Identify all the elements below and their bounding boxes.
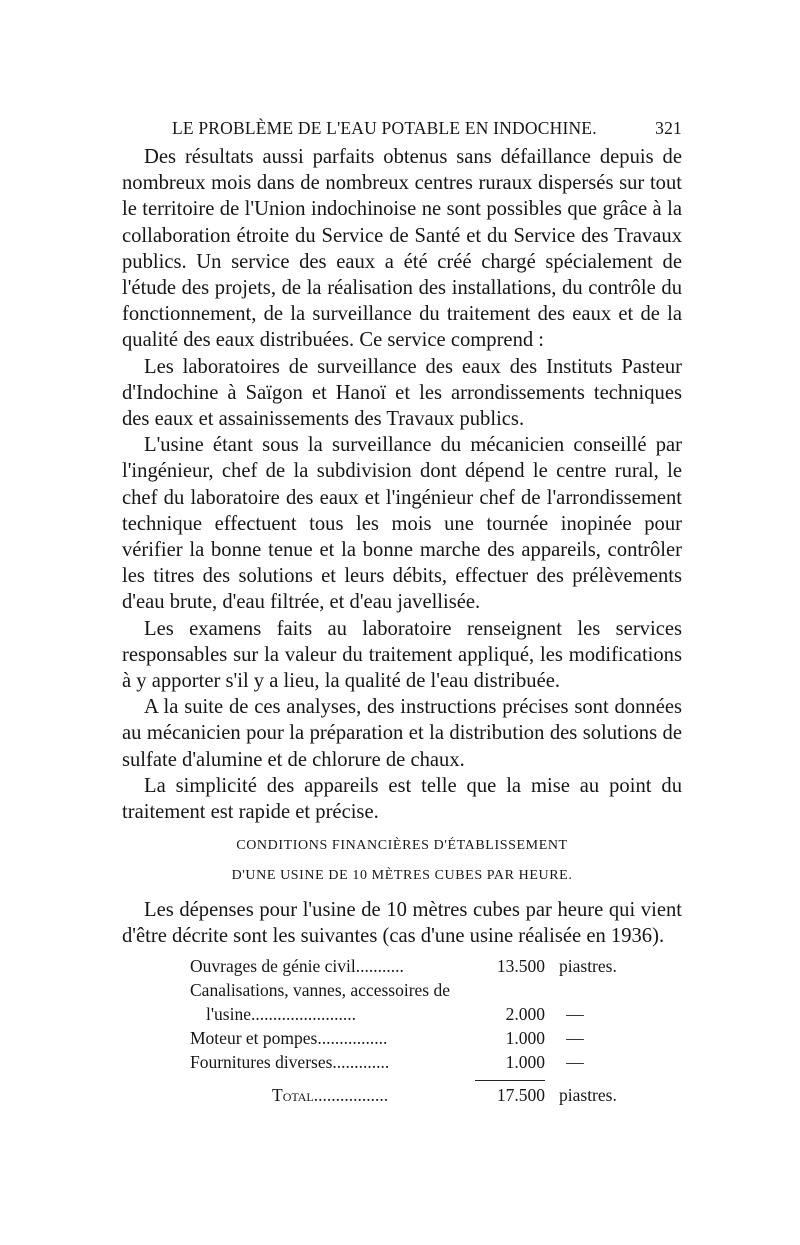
body-paragraph: La simplicité des appareils est telle que la mise au point du traitement est rapide et précise. <box>122 774 682 824</box>
running-title: LE PROBLÈME DE L'EAU POTABLE EN INDOCHINE. <box>172 118 597 138</box>
cost-label: Fournitures diverses............. <box>190 1051 390 1072</box>
body-paragraph: A la suite de ces analyses, des instructions précises sont données au mécanicien pour la préparation et la distribution des solutions de sulfate d'alumine et de chlorure de chaux. <box>122 696 682 771</box>
cost-row <box>190 954 682 978</box>
body-paragraph: Les laboratoires de surveillance des eaux des Instituts Pasteur d'Indochine à Saïgon et Hanoï et les arrondissements techniques des eaux et assainissements des Travaux publics. <box>122 355 682 431</box>
section-heading-line: D'UNE USINE DE 10 MÈTRES CUBES PAR HEURE. <box>231 868 573 884</box>
body-paragraph: Les examens faits au laboratoire renseignent les services responsables sur la valeur du traitement appliqué, les modifications à y apporter s'il y a lieu, la qualité de l'eau distribuée. <box>122 617 682 693</box>
body-paragraph: L'usine étant sous la surveillance du mécanicien conseillé par l'ingénieur, chef de la subdivision dont dépend le centre rural, le chef du laboratoire des eaux et l'ingénieur chef de l'arrondissement technique effectuent tous les mois une tournée inopinée pour vérifier la bonne tenue et la bonne marche des appareils, contrôler les titres des solutions et leurs débits, effectuer des prélèvements d'eau brute, d'eau filtrée, et d'eau javellisée. <box>122 434 682 614</box>
cost-amount: 1.000 <box>505 1027 545 1048</box>
cost-unit: — <box>566 1027 584 1048</box>
section-heading-line: CONDITIONS FINANCIÈRES D'ÉTABLISSEMENT <box>236 838 568 854</box>
document-page <box>122 118 682 1107</box>
section-heading <box>122 831 682 891</box>
total-unit: piastres. <box>559 1084 617 1105</box>
cost-row <box>190 978 682 1002</box>
page-number: 321 <box>655 118 682 138</box>
cost-unit: — <box>566 1051 584 1072</box>
cost-row <box>190 1026 682 1050</box>
cost-unit: — <box>566 1003 584 1024</box>
cost-row <box>190 1002 682 1026</box>
cost-label: l'usine........................ <box>206 1003 356 1024</box>
cost-row <box>190 1050 682 1074</box>
cost-table <box>190 954 682 1107</box>
cost-label: Moteur et pompes................ <box>190 1027 388 1048</box>
total-row <box>190 1080 682 1107</box>
total-amount: 17.500 <box>475 1080 545 1107</box>
cost-amount: 13.500 <box>496 955 545 976</box>
cost-amount: 2.000 <box>505 1003 545 1024</box>
total-label: Total................. <box>272 1084 389 1105</box>
cost-amount: 1.000 <box>505 1051 545 1072</box>
cost-label: Ouvrages de génie civil........... <box>190 955 404 976</box>
body-paragraph: Les dépenses pour l'usine de 10 mètres cubes par heure qui vient d'être décrite sont les suivantes (cas d'une usine réalisée en 1936). <box>122 899 682 948</box>
cost-unit: piastres. <box>559 955 617 976</box>
running-header <box>172 118 682 144</box>
cost-label: Canalisations, vannes, accessoires de <box>190 979 450 1000</box>
body-paragraph: Des résultats aussi parfaits obtenus sans défaillance depuis de nombreux mois dans de nombreux centres ruraux dispersés sur tout le territoire de l'Union indochinoise ne sont possibles que grâce à la collaboration étroite du Service de Santé et du Service des Travaux publics. Un service des eaux a été créé chargé spécialement de l'étude des projets, de la réalisation des installations, du contrôle du fonctionnement, de la surveillance du traitement des eaux et de la qualité des eaux distribuées. Ce service comprend : <box>122 146 682 352</box>
